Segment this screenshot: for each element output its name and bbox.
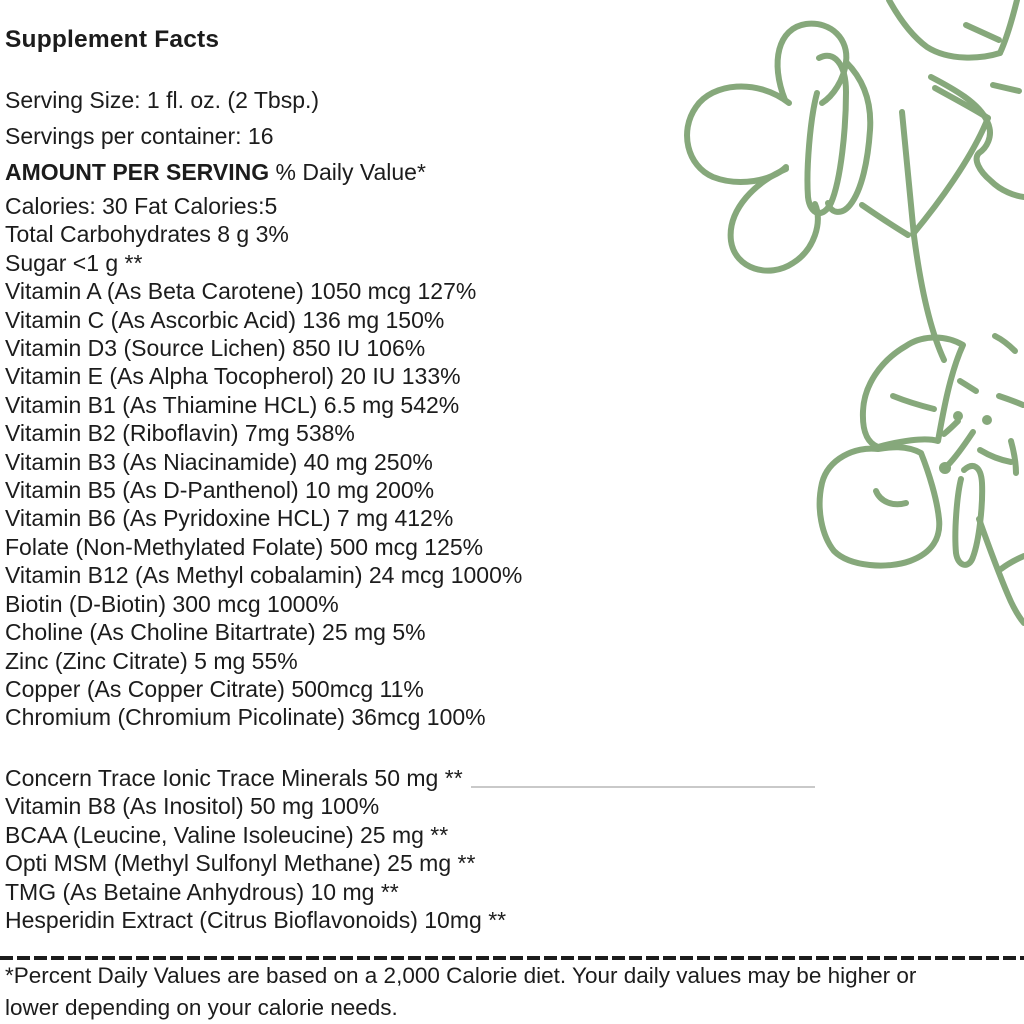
footnote-line-1: *Percent Daily Values are based on a 2,000 Calorie diet. Your daily values may be higher or (5, 963, 917, 988)
nutrient-row: Folate (Non-Methylated Folate) 500 mcg 125% (5, 533, 484, 560)
servings-per-container-line: Servings per container: 16 (5, 123, 274, 149)
amount-per-serving-line (5, 154, 426, 190)
nutrient-row: Opti MSM (Methyl Sulfonyl Methane) 25 mg ** (5, 850, 476, 877)
serving-info-block (5, 82, 426, 190)
daily-value-heading: % Daily Value* (269, 159, 426, 185)
nutrient-row: Total Carbohydrates 8 g 3% (5, 221, 289, 248)
nutrient-row: Vitamin D3 (Source Lichen) 850 IU 106% (5, 335, 426, 362)
nutrient-row: Vitamin B5 (As D-Panthenol) 10 mg 200% (5, 477, 435, 504)
nutrient-row: Vitamin B8 (As Inositol) 50 mg 100% (5, 793, 380, 820)
nutrient-row: Vitamin B1 (As Thiamine HCL) 6.5 mg 542% (5, 391, 460, 418)
nutrient-row: Zinc (Zinc Citrate) 5 mg 55% (5, 647, 298, 674)
nutrient-row: Vitamin C (As Ascorbic Acid) 136 mg 150% (5, 306, 445, 333)
daily-value-footnote (5, 960, 916, 1024)
nutrient-row: Sugar <1 g ** (5, 249, 143, 276)
nutrient-list (5, 192, 522, 732)
dashed-separator (0, 956, 1024, 960)
nutrient-row: Vitamin A (As Beta Carotene) 1050 mcg 127% (5, 278, 477, 305)
supplement-facts-title: Supplement Facts (5, 26, 220, 53)
nutrient-row: Chromium (Chromium Picolinate) 36mcg 100% (5, 704, 486, 731)
nutrient-row: BCAA (Leucine, Valine Isoleucine) 25 mg ** (5, 821, 449, 848)
nutrient-row: TMG (As Betaine Anhydrous) 10 mg ** (5, 878, 399, 905)
nutrient-row: Vitamin B12 (As Methyl cobalamin) 24 mcg 1000% (5, 562, 523, 589)
footnote-line-2: lower depending on your calorie needs. (5, 995, 398, 1020)
flower-line-art-illustration (680, 0, 1024, 700)
trace-minerals-row (5, 764, 815, 792)
nutrient-row: Hesperidin Extract (Citrus Bioflavonoids) 10mg ** (5, 907, 507, 934)
nutrient-row: Vitamin E (As Alpha Tocopherol) 20 IU 133% (5, 363, 461, 390)
nutrient-row: Choline (As Choline Bitartrate) 25 mg 5% (5, 619, 426, 646)
trace-minerals-label: Concern Trace Ionic Trace Minerals 50 mg ** (5, 765, 463, 791)
nutrient-row: Vitamin B3 (As Niacinamide) 40 mg 250% (5, 448, 433, 475)
divider-line (471, 786, 815, 788)
calories-line: Calories: 30 Fat Calories:5 (5, 193, 278, 219)
amount-per-serving-heading: AMOUNT PER SERVING (5, 159, 270, 185)
nutrient-row: Copper (As Copper Citrate) 500mcg 11% (5, 675, 424, 702)
secondary-nutrient-list (5, 764, 815, 934)
nutrient-row: Vitamin B6 (As Pyridoxine HCL) 7 mg 412% (5, 505, 454, 532)
nutrient-row: Biotin (D-Biotin) 300 mcg 1000% (5, 590, 339, 617)
serving-size-line: Serving Size: 1 fl. oz. (2 Tbsp.) (5, 87, 320, 113)
nutrient-row: Vitamin B2 (Riboflavin) 7mg 538% (5, 420, 355, 447)
